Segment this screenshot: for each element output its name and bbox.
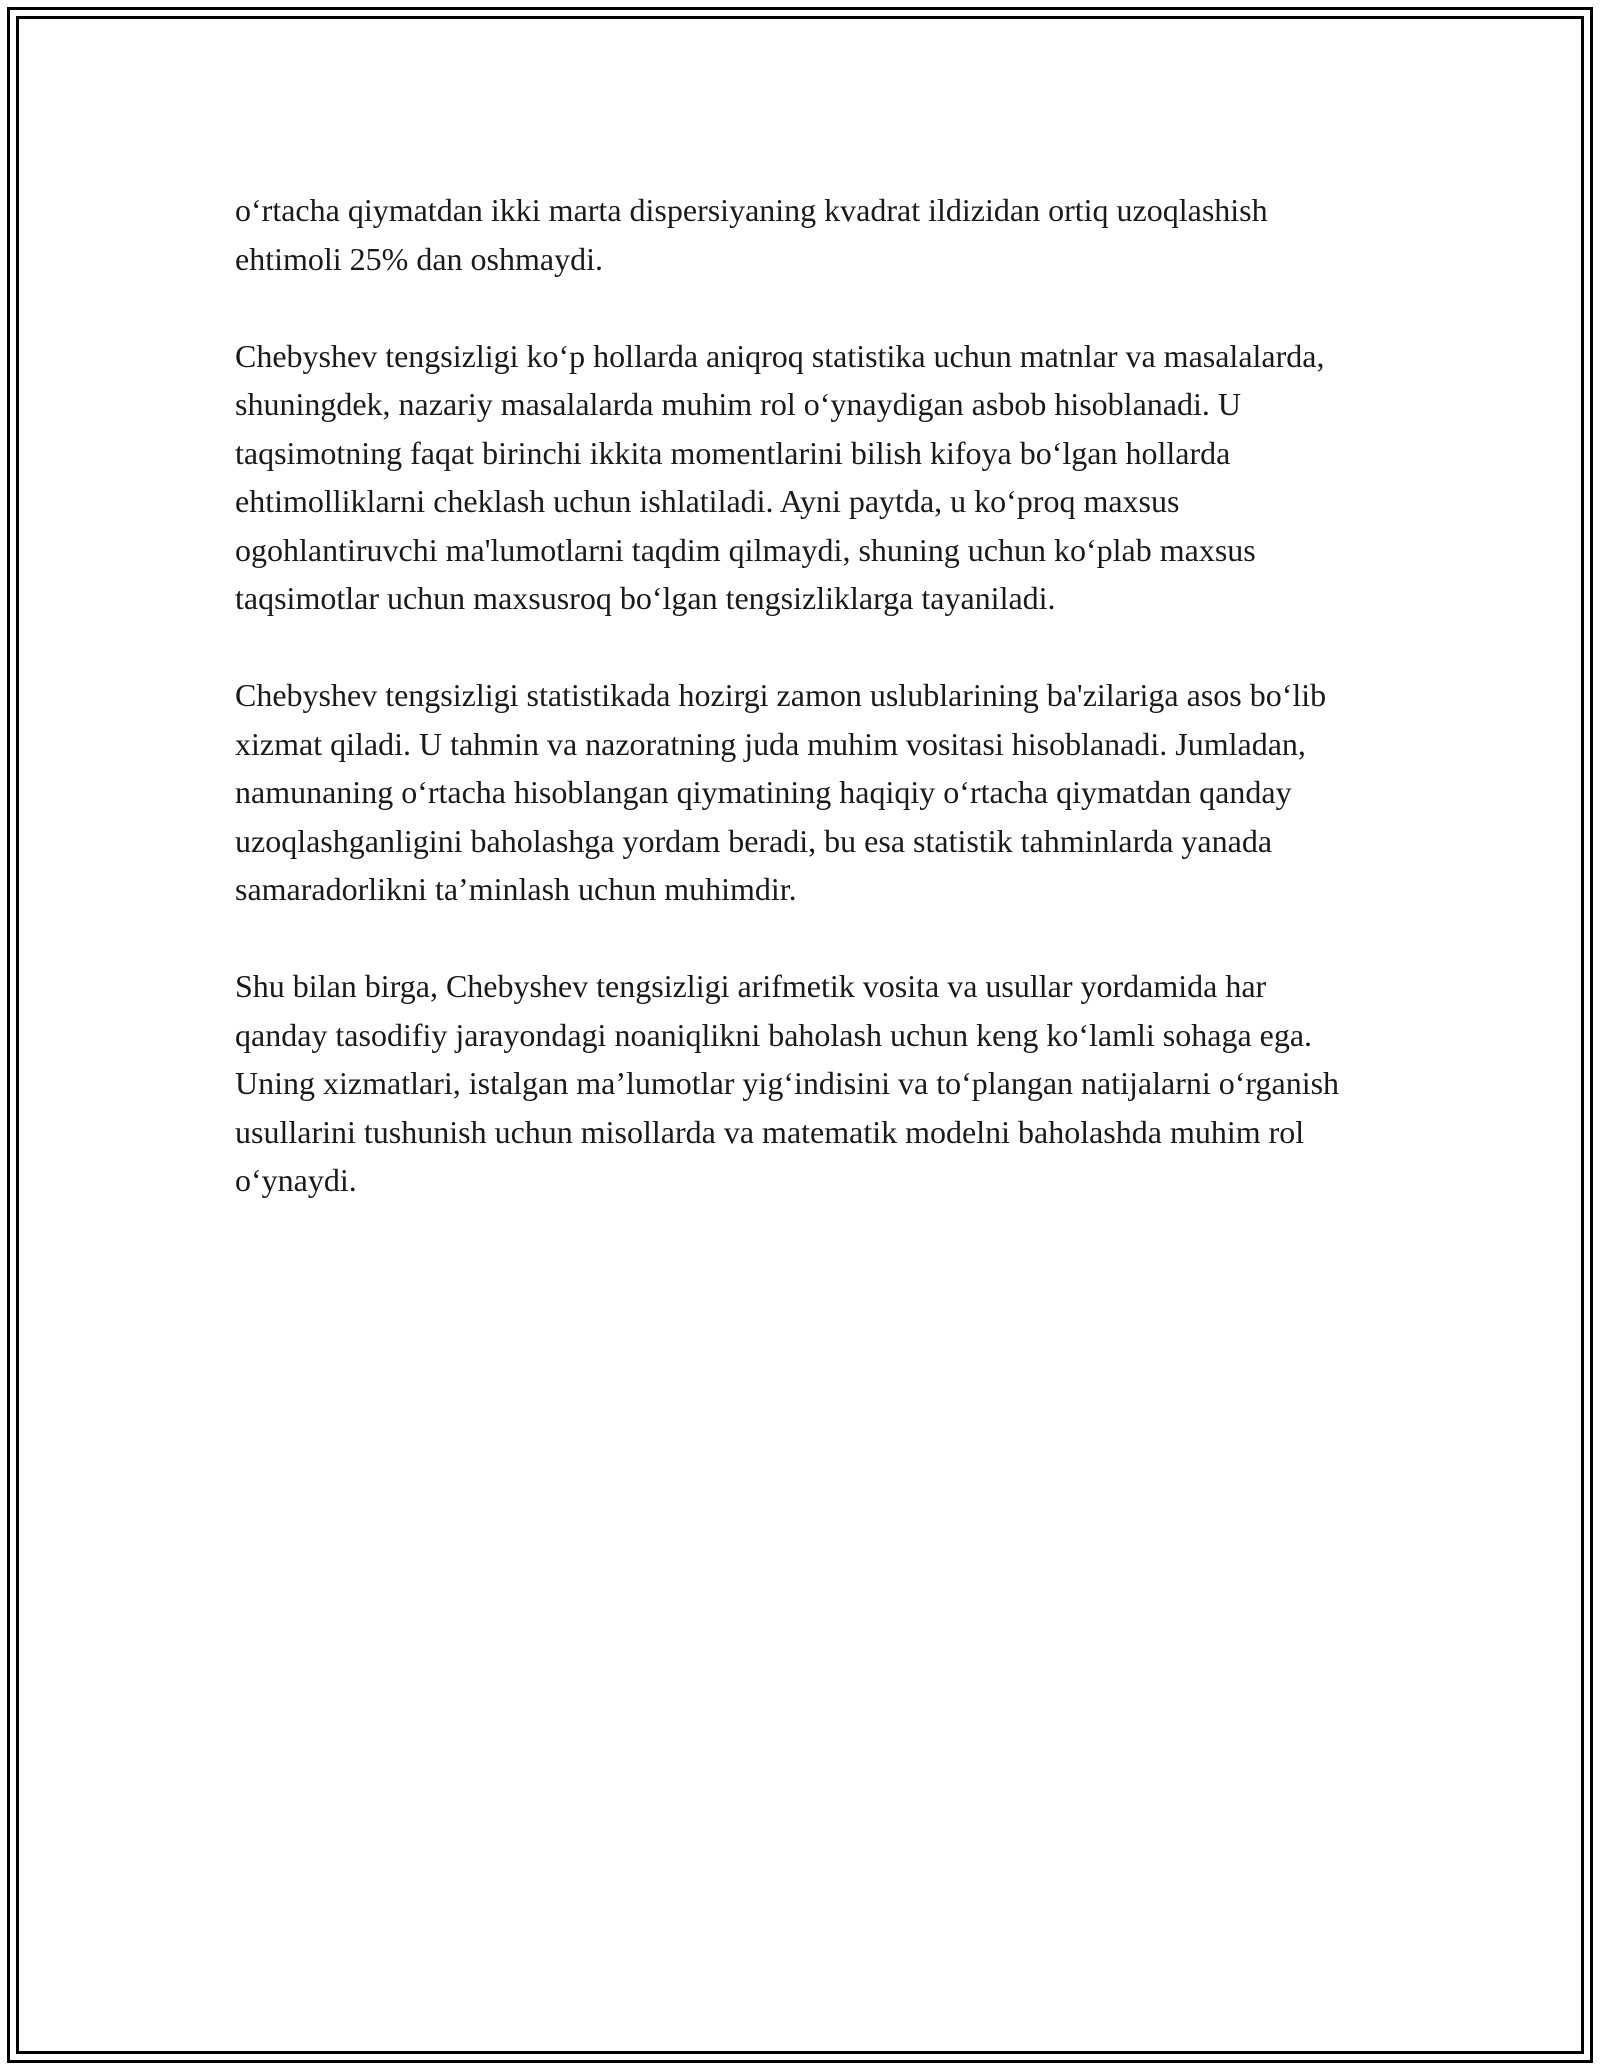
paragraph-4: Shu bilan birga, Chebyshev tengsizligi arifmetik vosita va usullar yordamida har qanday tasodifiy jarayondagi noaniqlikni baholash uchun keng ko‘lamli sohaga ega. Uning xizmatlari, istalgan ma’lumotlar yig‘indisini va to‘plangan natijalarni o‘rganish usullarini tushunish uchun misollarda va matematik modelni baholashda muhim rol o‘ynaydi.	[235, 968, 1340, 1198]
paragraph-2: Chebyshev tengsizligi ko‘p hollarda aniqroq statistika uchun matnlar va masalalarda, shuningdek, nazariy masalalarda muhim rol o‘ynaydigan asbob hisoblanadi. U taqsimotning faqat birinchi ikkita momentlarini bilish kifoya bo‘lgan hollarda ehtimolliklarni cheklash uchun ishlatiladi. Ayni paytda, u ko‘proq maxsus ogohlantiruvchi ma'lumotlarni taqdim qilmaydi, shuning uchun ko‘plab maxsus taqsimotlar uchun maxsusroq bo‘lgan tengsizliklarga tayaniladi.	[235, 337, 1325, 616]
paragraph-3: Chebyshev tengsizligi statistikada hozirgi zamon uslublarining ba'zilariga asos bo‘lib xizmat qiladi. U tahmin va nazoratning juda muhim vositasi hisoblanadi. Jumladan, namunaning o‘rtacha hisoblangan qiymatining haqiqiy o‘rtacha qiymatdan qanday uzoqlashganligini baholashga yordam beradi, bu esa statistik tahminlarda yanada samaradorlikni ta’minlash uchun muhimdir.	[235, 677, 1327, 907]
document-body	[235, 186, 1365, 1205]
paragraph-1: o‘rtacha qiymatdan ikki marta dispersiyaning kvadrat ildizidan ortiq uzoqlashish ehtimoli 25% dan oshmaydi.	[235, 192, 1268, 277]
